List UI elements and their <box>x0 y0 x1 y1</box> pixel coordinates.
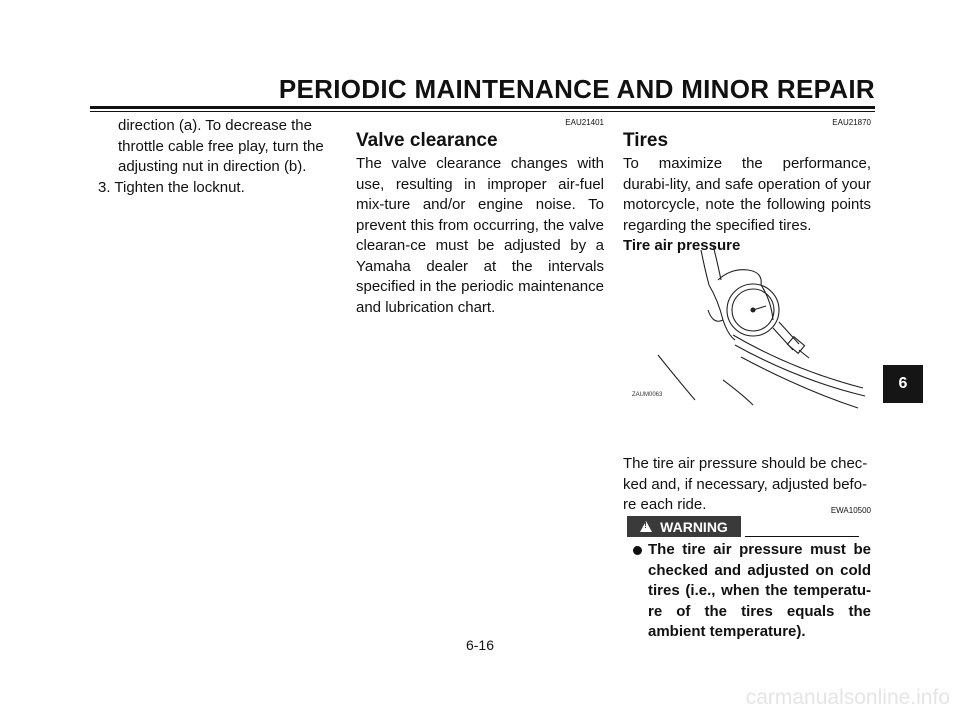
column-left <box>98 116 338 198</box>
tire-pressure-text: The tire air pressure should be chec-ked and, if necessary, adjusted befo-re each ride. <box>623 455 868 513</box>
header-rule-thin <box>90 111 875 112</box>
text-line: adjusting nut in direction (b). <box>118 158 307 175</box>
watermark: carmanualsonline.info <box>745 686 950 709</box>
column-right <box>623 116 871 255</box>
chapter-tab: 6 <box>883 365 923 403</box>
bullet-icon <box>633 546 642 555</box>
section-title-tires: Tires <box>623 130 669 151</box>
warning-triangle-icon <box>640 521 652 532</box>
page-number: 6-16 <box>465 637 495 653</box>
figure-code-label: ZAUM0063 <box>632 392 663 398</box>
text-line: throttle cable free play, turn the <box>118 137 324 155</box>
page-header-title: PERIODIC MAINTENANCE AND MINOR REPAIR <box>278 74 875 104</box>
section-title-valve-clearance: Valve clearance <box>356 130 498 151</box>
header-rule <box>90 106 875 109</box>
text-line: direction (a). To decrease the <box>118 117 312 134</box>
tire-pressure-gauge-illustration <box>623 240 871 410</box>
section-text: To maximize the performance, durabi-lity, and safe operation of your motorcycle, note the following points regarding the specified tires. <box>623 155 871 234</box>
step-3: 3. Tighten the locknut. <box>98 178 245 196</box>
warning-label: WARNING <box>660 518 728 535</box>
section-code: EAU21401 <box>565 118 604 127</box>
subsection-title-tire-air-pressure: Tire air pressure <box>623 237 741 254</box>
warning-badge <box>627 516 741 537</box>
section-code: EAU21870 <box>832 118 871 127</box>
warning-rule <box>745 536 859 537</box>
warning-code: EWA10500 <box>830 506 871 515</box>
section-text: The valve clearance changes with use, resulting in improper air-fuel mix-ture and/or engine noise. To prevent this from occurring, the valve clearan-ce must be adjusted by a Yamaha dealer at the intervals specified in the periodic maintenance and lubrication chart. <box>356 155 604 316</box>
column-middle <box>356 116 604 318</box>
warning-text: The tire air pressure must be checked and adjusted on cold tires (i.e., when the temperatu-re of the tires equals the ambient temperature). <box>648 541 871 640</box>
